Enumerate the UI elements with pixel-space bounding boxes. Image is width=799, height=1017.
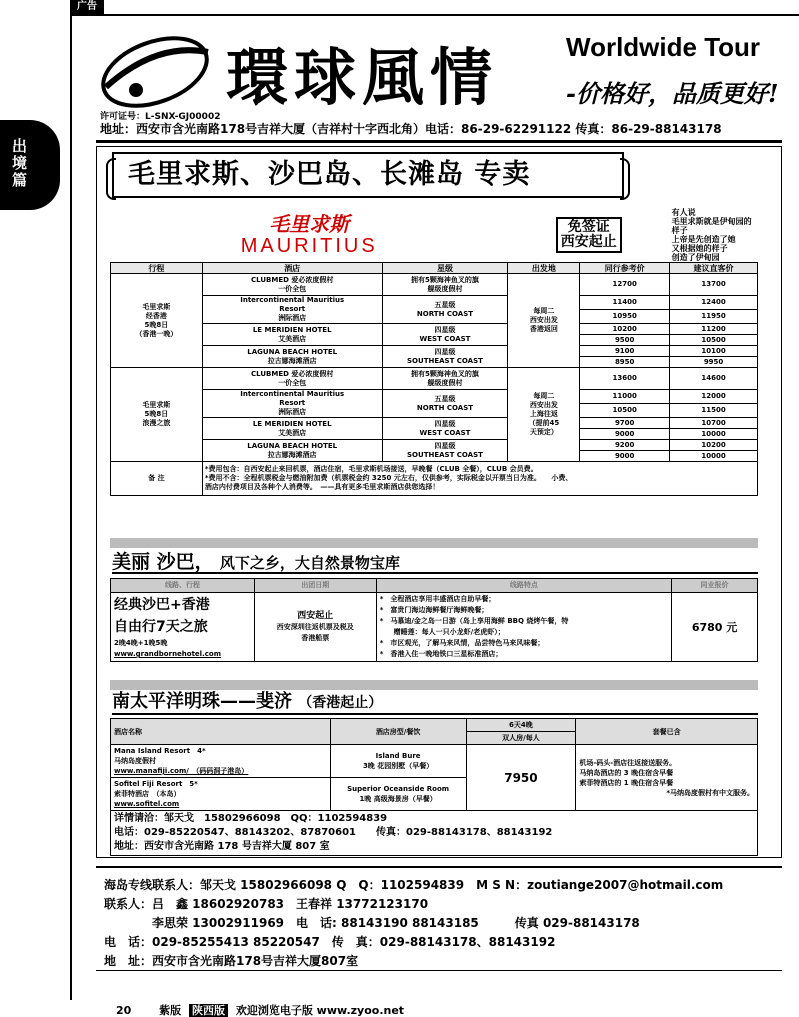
notes-label: 备 注 [111, 462, 203, 496]
trade-price: 13600 [580, 368, 670, 390]
footer-text[interactable]: 欢迎浏览电子版 www.zyoo.net [235, 1004, 405, 1017]
retail-price: 14600 [670, 368, 758, 390]
visa-line1: 免签证 [567, 219, 610, 235]
hotel-url[interactable]: www.manafiji.com/ （码码洞子港岛） [114, 767, 249, 775]
hotel-line: 艾美酒店 [278, 428, 307, 437]
sabah-price: 6780 元 [672, 593, 758, 662]
table-row [111, 440, 758, 451]
trade-price: 11400 [580, 296, 670, 310]
contact-line: 地址：西安市含光南路 178 号吉祥大厦 807 室 [114, 841, 330, 852]
fiji-hotel [111, 745, 331, 778]
fiji-room [330, 778, 466, 811]
route-line: 毛里求斯 [142, 302, 171, 311]
hotel-url[interactable]: www.sofitel.com [114, 800, 180, 808]
table-row [111, 390, 758, 404]
retail-price: 10100 [670, 346, 758, 357]
retail-price: 11950 [670, 310, 758, 324]
frame-top-rule [70, 14, 799, 16]
route-cell [111, 368, 203, 462]
ad-tag: 广告 [70, 0, 104, 14]
trade-price: 9700 [580, 418, 670, 429]
contact-line: 联系人：吕 鑫 18602920783 王春祥 13772123170 [104, 897, 429, 911]
departure-cell [508, 368, 580, 462]
departure-line: 上海往返 [529, 410, 558, 418]
table-row [111, 368, 758, 390]
side-tab [0, 120, 60, 210]
trade-price: 9100 [580, 346, 670, 357]
trade-price: 9200 [580, 440, 670, 451]
departure-line: 每周二 [533, 307, 555, 315]
route-line: （香港一晚） [135, 329, 178, 338]
edition-label: 紫版 [159, 1004, 182, 1017]
retail-price: 10000 [670, 451, 758, 462]
star-line: 五星级 [434, 394, 456, 403]
hotel-line: LE MERIDIEN HOTEL [252, 325, 332, 334]
fiji-table [110, 718, 758, 856]
star-line: 舰级度假村 [427, 378, 463, 387]
include-line: *马纳岛度假村有中文服务。 [666, 788, 754, 797]
hotel-cell [202, 346, 382, 368]
star-cell [382, 368, 508, 390]
col-header: 线路、行程 [111, 579, 255, 593]
col-header: 出发地 [508, 263, 580, 274]
mauritius-logo-en: MAURITIUS [240, 235, 378, 257]
table-row [111, 324, 758, 335]
trade-price: 12700 [580, 274, 670, 296]
col-header: 双人房/每人 [466, 732, 576, 745]
star-line: 四星级 [434, 325, 456, 334]
feature-line: 赠睡莲：每人一只小龙虾/老虎虾）； [379, 628, 505, 636]
col-header: 同行参考价 [580, 263, 670, 274]
star-line: 五星级 [434, 300, 456, 309]
page-number: 20 [116, 1004, 132, 1017]
departure-line: 西安出发 [529, 316, 558, 324]
hotel-line: 洲际酒店 [278, 408, 307, 416]
trade-price: 9000 [580, 429, 670, 440]
contact-block [104, 876, 784, 971]
feature-line: * 全程酒店享用丰盛酒店自助早餐； [379, 595, 496, 603]
hotel-line: CLUBMED 爱必浓度假村 [251, 369, 334, 378]
visa-stamp [508, 208, 670, 263]
star-line: WEST COAST [419, 334, 471, 343]
include-line: 机场-码头-酒店往返接送服务。 [579, 758, 677, 767]
star-line: 拥有5颗海神鱼叉的旗 [411, 275, 479, 284]
star-cell [382, 296, 508, 324]
star-cell [382, 418, 508, 440]
date-title: 西安起止 [297, 610, 334, 621]
hotel-line: Intercontinental Mauritius [240, 390, 345, 398]
date-line: 香港船票 [301, 633, 330, 642]
hotel-cell [202, 296, 382, 324]
route-line: 经香港 [145, 311, 167, 320]
departure-line: （提前45 [528, 419, 560, 427]
hotel-line: Sofitel Fiji Resort 5* [114, 780, 198, 788]
side-tab-label: 出境篇 [12, 137, 28, 189]
sabah-route [111, 593, 255, 662]
sabah-title-main: 美丽 沙巴， [112, 551, 214, 573]
sabah-date [254, 593, 376, 662]
route-line: 经典沙巴+香港 [114, 597, 210, 613]
col-header: 酒店 [202, 263, 382, 274]
hotel-cell [202, 274, 382, 296]
col-header: 酒店名称 [111, 719, 331, 745]
header-rule [96, 140, 782, 143]
route-line: 5晚8日 [144, 320, 169, 329]
hotel-line: Resort [279, 305, 306, 313]
contact-line: 详情请洽：邹天戈 15802966098 QQ：1102594839 [114, 813, 388, 824]
brand-address: 地址：西安市含光南路178号吉祥大厦（吉祥村十字西北角）电话：86-29-62291122 传真：86-29-88143178 [100, 122, 722, 136]
hotel-line: 拉古娜海滩酒店 [267, 450, 317, 459]
table-row [111, 418, 758, 429]
table-header-row [111, 579, 758, 593]
quote-line: 又根据她的样子 [671, 244, 728, 253]
departure-line: 每周二 [533, 392, 555, 400]
footer-rule [96, 970, 782, 971]
room-line: Island Bure [375, 752, 421, 760]
fiji-includes [576, 745, 758, 811]
fiji-contact [111, 811, 758, 856]
trade-price: 11000 [580, 390, 670, 404]
star-line: 拥有5颗海神鱼叉的旗 [411, 369, 479, 378]
room-line: 3晚 花园别墅（早餐） [362, 762, 434, 770]
fiji-price: 7950 [466, 745, 576, 811]
hotel-line: LE MERIDIEN HOTEL [252, 419, 332, 428]
star-line: WEST COAST [419, 428, 471, 437]
date-line: 西安深圳往返机票及税及 [276, 622, 354, 631]
retail-price: 12400 [670, 296, 758, 310]
star-cell [382, 390, 508, 418]
trade-price: 9000 [580, 451, 670, 462]
retail-price: 13700 [670, 274, 758, 296]
star-line: NORTH COAST [416, 309, 474, 318]
hotel-cell [202, 368, 382, 390]
route-line: 浪漫之旅 [142, 419, 171, 427]
route-line: 5晚8日 [144, 410, 169, 418]
hotel-line: 艾美酒店 [278, 334, 307, 343]
magazine-badge: 陕西版 [189, 1004, 228, 1017]
retail-price: 10200 [670, 440, 758, 451]
mauritius-logo [111, 208, 508, 263]
contact-line: 地 址：西安市含光南路178号吉祥大厦807室 [104, 954, 359, 968]
quote-line: 创造了伊甸园 [671, 253, 720, 262]
globe-logo-icon [96, 32, 214, 110]
star-cell [382, 324, 508, 346]
star-line: NORTH COAST [416, 403, 474, 412]
contact-line: 海岛专线联系人：邹天戈 15802966098 Q Q：1102594839 M S N：zoutiange2007@hotmail.com [104, 878, 724, 892]
contact-rule [96, 866, 782, 868]
frame-left-rule [70, 0, 72, 1000]
hotel-line: Intercontinental Mauritius [240, 296, 345, 304]
table-row [111, 346, 758, 357]
table-header-row [111, 263, 758, 274]
notes-text [202, 462, 757, 496]
departure-line: 西安出发 [529, 401, 558, 409]
sabah-table [110, 578, 758, 662]
route-url[interactable]: www.grandbornehotel.com [114, 650, 221, 658]
retail-price: 12000 [670, 390, 758, 404]
retail-price: 10000 [670, 429, 758, 440]
trade-price: 10500 [580, 404, 670, 418]
room-line: 1晚 高级海景房（早餐） [359, 795, 437, 803]
star-cell [382, 346, 508, 368]
mauritius-logo-cn: 毛里求斯 [269, 212, 350, 236]
hotel-cell [202, 418, 382, 440]
room-line: Superior Oceanside Room [347, 785, 450, 793]
fiji-hotel [111, 778, 331, 811]
mauritius-table-body [111, 274, 758, 462]
feature-line: * 香港入住一晚地铁口三星标准酒店； [379, 650, 503, 658]
hotel-line: 洲际酒店 [278, 314, 307, 322]
note-line: *费用不含：全程机票税金与燃油附加费（机票税金约 3250 元左右，仅供参考，实际税金以开票当日为准。 小费、 [204, 474, 573, 482]
visa-badge [556, 217, 622, 253]
feature-line: * 富贵门海边海鲜餐厅海鲜晚餐； [379, 606, 489, 614]
col-header: 6天4晚 [466, 719, 576, 732]
fiji-title-sub: （香港起止） [298, 695, 383, 711]
hotel-line: 索菲特酒店 （本岛） [114, 790, 181, 798]
hotel-cell [202, 390, 382, 418]
fiji-room [330, 745, 466, 778]
route-line: 自由行7天之旅 [114, 619, 208, 635]
hotel-line: CLUBMED 爱必浓度假村 [251, 275, 334, 284]
star-cell [382, 274, 508, 296]
col-header: 建议直客价 [670, 263, 758, 274]
retail-price: 9950 [670, 357, 758, 368]
hotel-line: 拉古娜海滩酒店 [267, 356, 317, 365]
hotel-line: LAGUNA BEACH HOTEL [247, 441, 338, 450]
trade-price: 9500 [580, 335, 670, 346]
col-header: 行程 [111, 263, 203, 274]
star-line: 舰级度假村 [427, 284, 463, 293]
departure-line: 天预定） [529, 428, 558, 436]
hotel-line: 马纳岛度假村 [114, 757, 156, 765]
fiji-hotel-row [111, 745, 758, 778]
hotel-cell [202, 440, 382, 462]
section-divider [110, 538, 758, 548]
trade-price: 10950 [580, 310, 670, 324]
hotel-line: Mana Island Resort 4* [114, 747, 206, 755]
quote-line: 毛里求斯就是伊甸园的样子 [671, 217, 752, 235]
departure-line: 香港返回 [529, 325, 558, 333]
mauritius-table [110, 208, 758, 496]
note-line: *费用包含：自西安起止来回机票，酒店住宿，毛里求斯机场接送，早晚餐（CLUB 全餐），CLUB 会员费。 [204, 465, 538, 473]
retail-price: 10700 [670, 418, 758, 429]
star-cell [382, 440, 508, 462]
star-line: SOUTHEAST COAST [407, 356, 483, 365]
col-header: 套餐已含 [576, 719, 758, 745]
feature-line: * 市区观光，了解马来风情，品尝特色马来风味餐； [379, 639, 545, 647]
table-header-row [111, 719, 758, 732]
hotel-line: Resort [279, 399, 306, 407]
license-number: 许可证号：L-SNX-GJ00002 [100, 112, 221, 122]
brand-slogan: -价格好，品质更好! [566, 79, 779, 108]
banner-title: 毛里求斯、沙巴岛、长滩岛 专卖 [112, 152, 624, 198]
col-header: 同业报价 [672, 579, 758, 593]
col-header: 酒店房型/餐饮 [330, 719, 466, 745]
hotel-line: 一价全包 [278, 378, 307, 387]
feature-line: * 马慕迪/金之岛一日游（岛上享用海鲜 BBQ 烧烤午餐，特 [379, 617, 569, 625]
notes-row [111, 462, 758, 496]
fiji-contact-row [111, 811, 758, 856]
contact-line: 电 话：029-85255413 85220547 传 真：029-88143178、88143192 [104, 935, 556, 949]
retail-price: 10500 [670, 335, 758, 346]
sabah-title [112, 550, 758, 574]
contact-line: 李思荣 13002911969 电 话: 88143190 88143185 传真 029-88143178 [104, 916, 640, 930]
contact-line: 电话：029-85220547、88143202、87870601 传真：029-88143178、88143192 [114, 827, 553, 838]
trade-price: 10200 [580, 324, 670, 335]
quote-line: 有人说 [671, 208, 696, 217]
sabah-row [111, 593, 758, 662]
brand-name: 環球風情 [226, 41, 499, 114]
route-cell [111, 274, 203, 368]
retail-price: 11200 [670, 324, 758, 335]
hotel-cell [202, 324, 382, 346]
visa-line2: 西安起止 [560, 234, 617, 250]
fiji-title [112, 689, 758, 715]
trade-price: 8950 [580, 357, 670, 368]
note-line: 酒店内付费项目及各种个人消费等。 ——具有更多毛里求斯酒店供您选择！ [204, 483, 440, 491]
col-header: 出团日期 [254, 579, 376, 593]
quote-line: 上帝是先创造了她 [671, 235, 736, 244]
sabah-features [376, 593, 671, 662]
page-footer [116, 1002, 404, 1017]
mauritius-quote [670, 208, 758, 263]
table-row [111, 296, 758, 310]
brand-name-en: Worldwide Tour [566, 32, 761, 62]
retail-price: 11500 [670, 404, 758, 418]
star-line: SOUTHEAST COAST [407, 450, 483, 459]
star-line: 四星级 [434, 347, 456, 356]
table-row [111, 274, 758, 296]
col-header: 星级 [382, 263, 508, 274]
col-header: 线路特点 [376, 579, 671, 593]
sabah-title-sub: 风下之乡，大自然景物宝库 [219, 554, 400, 572]
include-line: 索菲特酒店的 1 晚住宿含早餐 [579, 778, 674, 787]
route-line: 毛里求斯 [142, 401, 171, 409]
include-line: 马纳岛酒店的 3 晚住宿含早餐 [579, 768, 674, 777]
route-line: 2晚4晚+1晚5晚 [114, 639, 168, 647]
hotel-line: 一价全包 [278, 284, 307, 293]
fiji-title-main: 南太平洋明珠——斐济 [112, 691, 292, 712]
star-line: 四星级 [434, 419, 456, 428]
departure-cell [508, 274, 580, 368]
hotel-line: LAGUNA BEACH HOTEL [247, 347, 338, 356]
star-line: 四星级 [434, 441, 456, 450]
